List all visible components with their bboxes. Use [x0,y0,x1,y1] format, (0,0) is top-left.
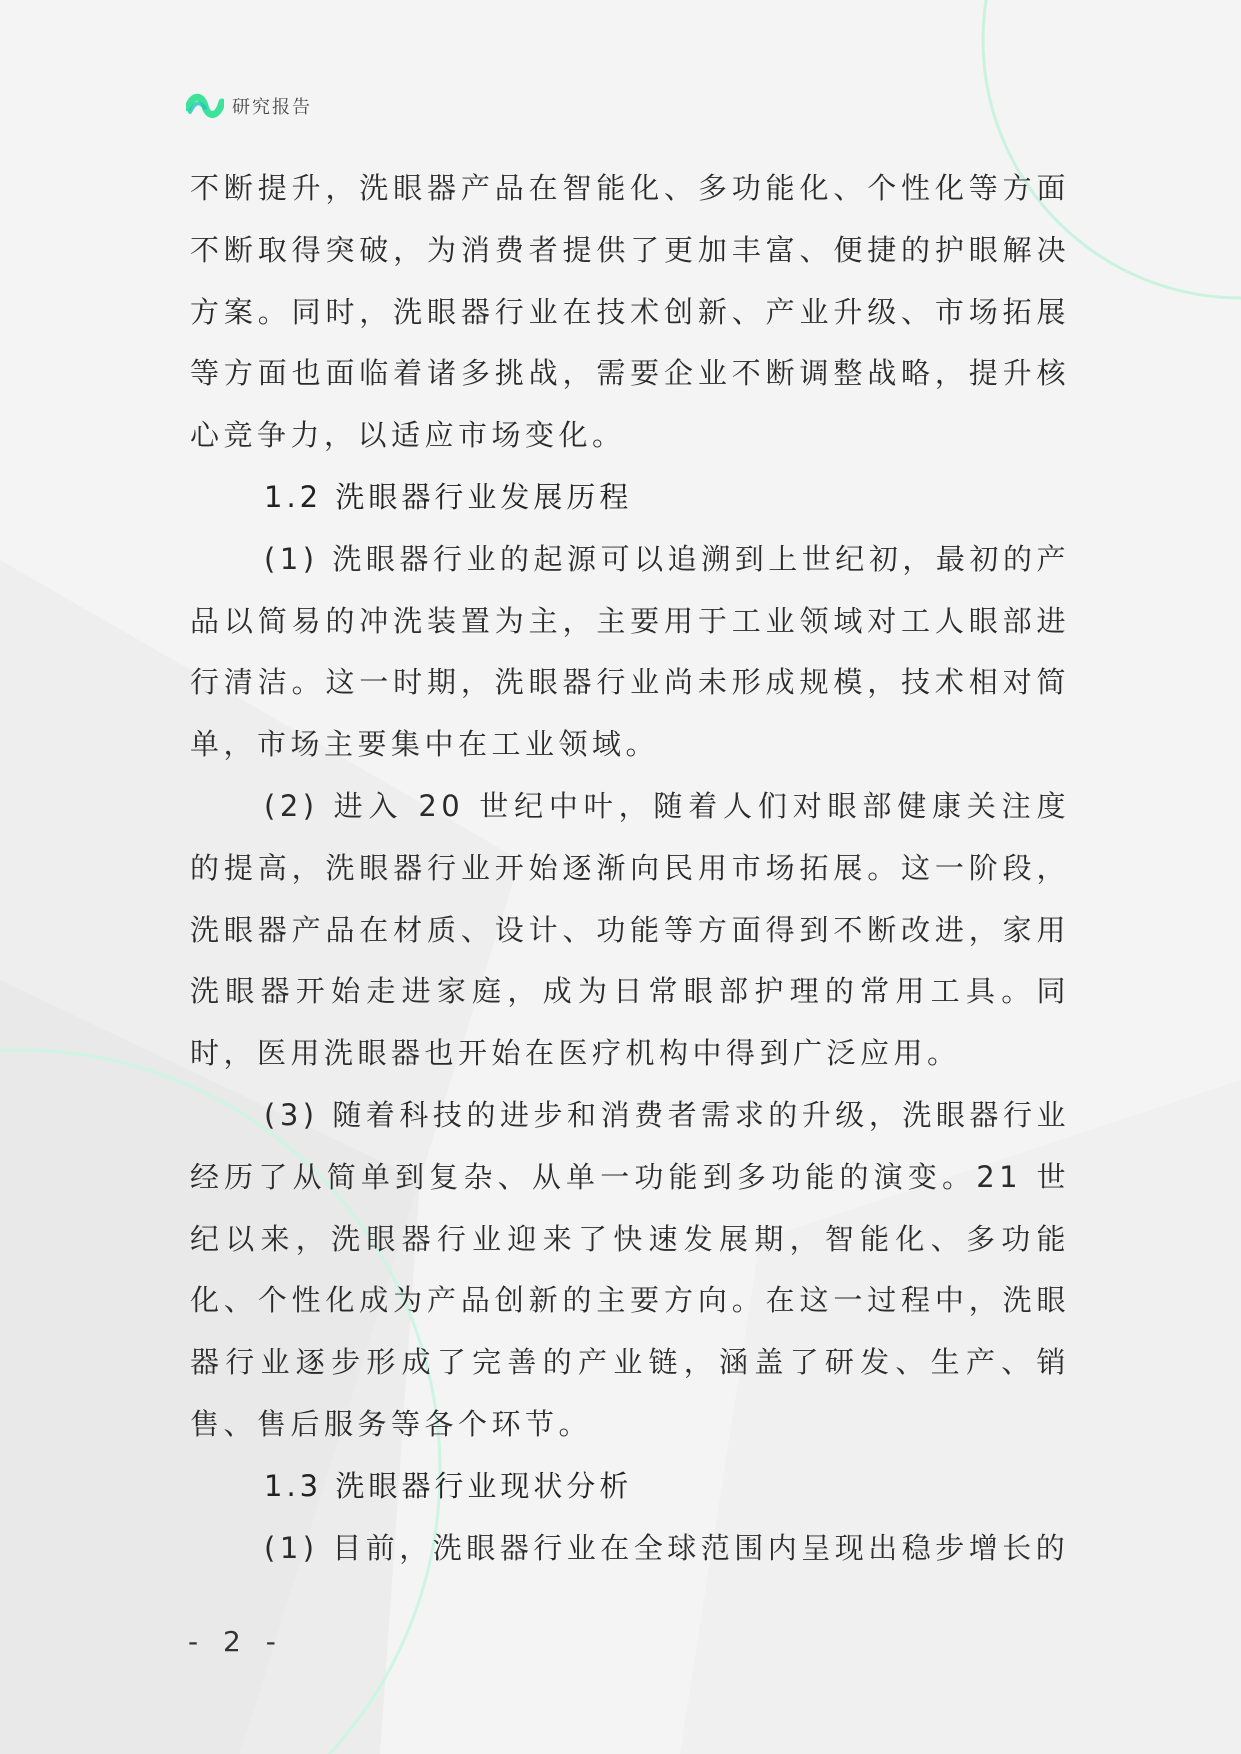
paragraph-continuation: 不断提升，洗眼器产品在智能化、多功能化、个性化等方面不断取得突破，为消费者提供了更加丰富、便捷的护眼解决方案。同时，洗眼器行业在技术创新、产业升级、市场拓展等方面也面临着诸多挑战，需要企业不断调整战略，提升核心竞争力，以适应市场变化。 [190,171,1070,453]
section-heading-1-2: 1.2 洗眼器行业发展历程 [264,479,633,514]
paragraph-status-1: (1) 目前，洗眼器行业在全球范围内呈现出稳步增长的 [264,1530,1070,1565]
page-header [186,88,312,124]
document-body [190,158,1070,1579]
paragraph-history-1: (1) 洗眼器行业的起源可以追溯到上世纪初，最初的产品以简易的冲洗装置为主，主要用于工业领域对工人眼部进行清洁。这一时期，洗眼器行业尚未形成规模，技术相对简单，市场主要集中在工业领域。 [190,541,1070,762]
paragraph-history-3: (3) 随着科技的进步和消费者需求的升级，洗眼器行业经历了从简单到复杂、从单一功能到多功能的演变。21 世纪以来，洗眼器行业迎来了快速发展期，智能化、多功能化、个性化成为产品创新的主要方向。在这一过程中，洗眼器行业逐步形成了完善的产业链，涵盖了研发、生产、销售、售后服务等各个环节。 [190,1097,1070,1441]
page-number: - 2 - [188,1625,284,1658]
paragraph-history-2: (2) 进入 20 世纪中叶，随着人们对眼部健康关注度的提高，洗眼器行业开始逐渐向民用市场拓展。这一阶段，洗眼器产品在材质、设计、功能等方面得到不断改进，家用洗眼器开始走进家庭，成为日常眼部护理的常用工具。同时，医用洗眼器也开始在医疗机构中得到广泛应用。 [190,788,1070,1071]
brand-logo-icon [186,90,224,122]
section-heading-1-3: 1.3 洗眼器行业现状分析 [264,1468,633,1503]
header-title: 研究报告 [232,97,312,118]
